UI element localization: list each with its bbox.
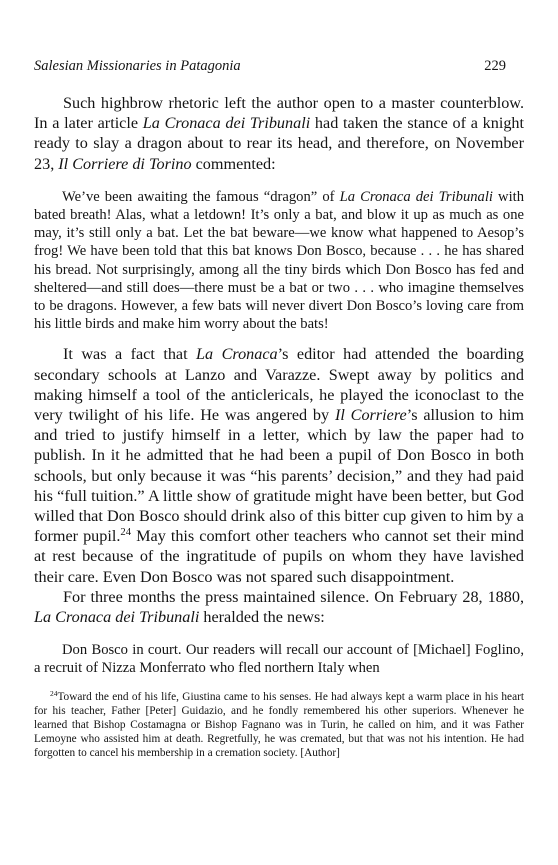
footnote-marker: 24 xyxy=(50,688,58,698)
quote-1-text-2: with bated breath! Alas, what a letdown! It’s only a bat, and blow it up as much as one may, it’s still only a bat. Let the bat beware—we know what happened to Aesop’s frog! We have been told that this bat knows Don Bosco, because . . . he has shared his bread. Not surprisingly, among all the tiny birds which Don Bosco has fed and sheltered—and still does—there must be a bat or two . . . who imagine themselves to be dragons. However, a few bats will never divert Don Bosco’s loving care from his little birds and make him worry about the bats! xyxy=(34,188,525,333)
paragraph-1-italic-1: La Cronaca dei Tribunali xyxy=(142,114,311,133)
quote-2-text: Don Bosco in court. Our readers will recall our account of [Michael] Foglino, a recruit of Nizza Monferrato who fled northern Italy when xyxy=(34,642,524,677)
paragraph-3-text-2: heralded the news: xyxy=(199,608,325,627)
paragraph-2 xyxy=(34,344,524,586)
quote-1-text-1: We’ve been awaiting the famous “dragon” of xyxy=(62,188,340,205)
paragraph-2-italic-2: Il Corriere xyxy=(334,406,407,425)
paragraph-2-italic-1: La Cronaca xyxy=(196,345,278,364)
footnote-24 xyxy=(34,690,524,760)
block-quote-1 xyxy=(34,188,524,334)
paragraph-3 xyxy=(34,587,524,627)
paragraph-1-text-2: had taken the stance of a knight ready to slay a dragon about to rear its head, and therefore, on November 23, xyxy=(34,114,525,173)
running-header xyxy=(34,58,534,78)
paragraph-1-italic-2: Il Corriere di Torino xyxy=(58,154,192,173)
footnote-text: Toward the end of his life, Giustina came to his senses. He had always kept a warm place in his heart for his teacher, Father [Peter] Guidazio, and he fondly remembered his other superiors. Whenever he learned that Bishop Costamagna or Bishop Fagnano was in Turin, he called on him, and it was Father Lemoyne who assisted him at death. Regretfully, he was cremated, but that was not his intention. He had forgotten to cancel his membership in a cremation society. [Author] xyxy=(34,690,524,759)
running-title: Salesian Missionaries in Patagonia xyxy=(34,58,241,74)
block-quote-2 xyxy=(34,641,524,677)
paragraph-3-italic-1: La Cronaca dei Tribunali xyxy=(34,608,200,627)
paragraph-1-text-1: Such highbrow rhetoric left the author open to a master counterblow. In a later article xyxy=(34,94,524,133)
paragraph-1 xyxy=(34,93,524,174)
page-number: 229 xyxy=(484,58,506,74)
paragraph-2-text-1: It was a fact that xyxy=(63,345,197,364)
paragraph-2-text-2: ’s editor had attended the boarding secondary schools at Lanzo and Varazze. Swept away by politics and making himself a tool of the anticlericals, he played the iconoclast to the very twilight of his life. He was angered by xyxy=(34,345,524,425)
paragraph-3-text-1: For three months the press maintained silence. On February 28, 1880, xyxy=(63,587,524,606)
paragraph-2-text-4: May this comfort other teachers who cannot set their mind at rest because of the ingratitude of pupils on whom they have lavished their care. Even Don Bosco was not spared such disappointment. xyxy=(34,527,524,586)
page-body xyxy=(34,93,524,760)
paragraph-2-text-3: ’s allusion to him and tried to justify himself in a letter, which by law the paper had to publish. In it he admitted that he had been a pupil of Don Bosco in both schools, but only because it was “his parents’ decision,” and they had paid his “full tuition.” A little show of gratitude might have been better, but God willed that Don Bosco should drink also of this bitter cup given to him by a former pupil. xyxy=(34,406,524,546)
footnote-reference: 24 xyxy=(120,526,132,539)
paragraph-1-text-3: commented: xyxy=(191,154,276,173)
quote-1-italic-1: La Cronaca dei Tribunali xyxy=(339,188,493,205)
